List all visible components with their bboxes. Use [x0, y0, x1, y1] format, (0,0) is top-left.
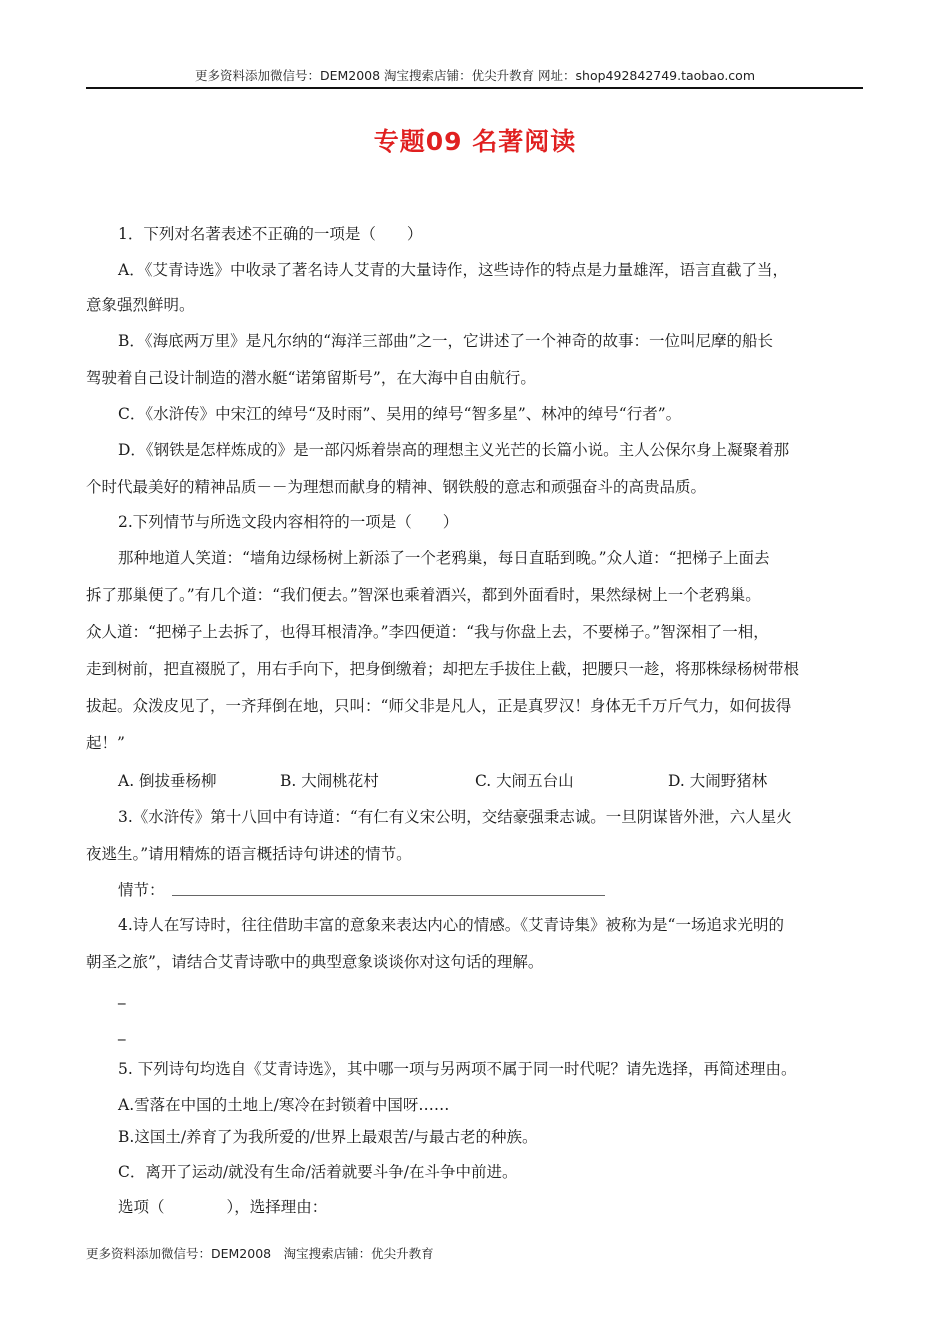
q1-option-a: A．《艾青诗选》中收录了著名诗人艾青的大量诗作，这些诗作的特点是力量雄浑，语言直截了当，	[118, 261, 788, 279]
q2-passage-line: 走到树前，把直裰脱了，用右手向下，把身倒缴着；却把左手拔住上截，把腰只一趁，将那株绿杨树带根	[86, 660, 800, 678]
q2-option-c: C. 大闹五台山	[475, 772, 574, 790]
q2-option-a: A. 倒拔垂杨柳	[118, 772, 217, 790]
q5-answer-prompt: 选项（ ），选择理由：	[118, 1198, 328, 1216]
q4-stem-cont: 朝圣之旅”，请结合艾青诗歌中的典型意象谈谈你对这句话的理解。	[86, 953, 544, 971]
q4-answer-dash: _	[118, 987, 126, 1005]
q1-option-a-cont: 意象强烈鲜明。	[86, 296, 195, 314]
q2-passage-line: 拔起。众泼皮见了，一齐拜倒在地，只叫：“师父非是凡人，正是真罗汉！身体无千万斤气力，如何拔得	[86, 697, 792, 715]
q5-option-a: A.雪落在中国的土地上/寒冷在封锁着中国呀……	[118, 1096, 450, 1114]
q4-stem: 4.诗人在写诗时，往往借助丰富的意象来表达内心的情感。《艾青诗集》被称为是“一场追求光明的	[118, 916, 784, 934]
q1-option-b-cont: 驾驶着自己设计制造的潜水艇“诺第留斯号”，在大海中自由航行。	[86, 369, 536, 387]
q1-option-d: D．《钢铁是怎样炼成的》是一部闪烁着崇高的理想主义光芒的长篇小说。主人公保尔身上凝聚着那	[118, 441, 790, 459]
q1-option-d-cont: 个时代最美好的精神品质－－为理想而献身的精神、钢铁般的意志和顽强奋斗的高贵品质。	[86, 478, 707, 496]
q3-answer-line	[172, 895, 605, 896]
q5-option-c: C．离开了运动/就没有生命/活着就要斗争/在斗争中前进。	[118, 1163, 518, 1181]
page-footer: 更多资料添加微信号：DEM2008 淘宝搜索店铺：优尖升教育	[86, 1246, 434, 1261]
q5-stem: 5. 下列诗句均选自《艾青诗选》，其中哪一项与另两项不属于同一时代呢？请先选择，再简述理由。	[118, 1060, 797, 1078]
q2-option-d: D. 大闹野猪林	[668, 772, 768, 790]
q1-option-b: B．《海底两万里》是凡尔纳的“海洋三部曲”之一，它讲述了一个神奇的故事：一位叫尼摩的船长	[118, 332, 773, 350]
q2-passage-line: 起！”	[86, 734, 125, 752]
q5-option-b: B.这国土/养育了为我所爱的/世界上最艰苦/与最古老的种族。	[118, 1128, 538, 1146]
q3-stem: 3.《水浒传》第十八回中有诗道：“有仁有义宋公明，交结豪强秉志诚。一旦阴谋皆外泄，六人星火	[118, 808, 792, 826]
q3-stem-cont: 夜逃生。”请用精炼的语言概括诗句讲述的情节。	[86, 845, 412, 863]
q2-passage-line: 拆了那巢便了。”有几个道：“我们便去。”智深也乘着酒兴，都到外面看时，果然绿树上一个老鸦巢。	[86, 586, 761, 604]
q2-passage-line: 众人道：“把梯子上去拆了，也得耳根清净。”李四便道：“我与你盘上去，不要梯子。”智深相了一相，	[86, 623, 769, 641]
q1-stem: 1．下列对名著表述不正确的一项是（ ）	[118, 225, 423, 243]
q3-answer-label: 情节：	[118, 881, 165, 899]
q1-option-c: C．《水浒传》中宋江的绰号“及时雨”、吴用的绰号“智多星”、林冲的绰号“行者”。	[118, 405, 682, 423]
q2-option-b: B. 大闹桃花村	[280, 772, 379, 790]
q4-answer-dash: _	[118, 1023, 126, 1041]
q2-passage-line: 那种地道人笑道：“墙角边绿杨树上新添了一个老鸦巢，每日直聒到晚。”众人道：“把梯子上面去	[118, 549, 770, 567]
q2-stem: 2.下列情节与所选文段内容相符的一项是（ ）	[118, 513, 459, 531]
header-divider	[86, 87, 863, 89]
page-title: 专题09 名著阅读	[373, 127, 577, 156]
page-header: 更多资料添加微信号：DEM2008 淘宝搜索店铺：优尖升教育 网址：shop492842749.taobao.com	[194, 68, 756, 83]
